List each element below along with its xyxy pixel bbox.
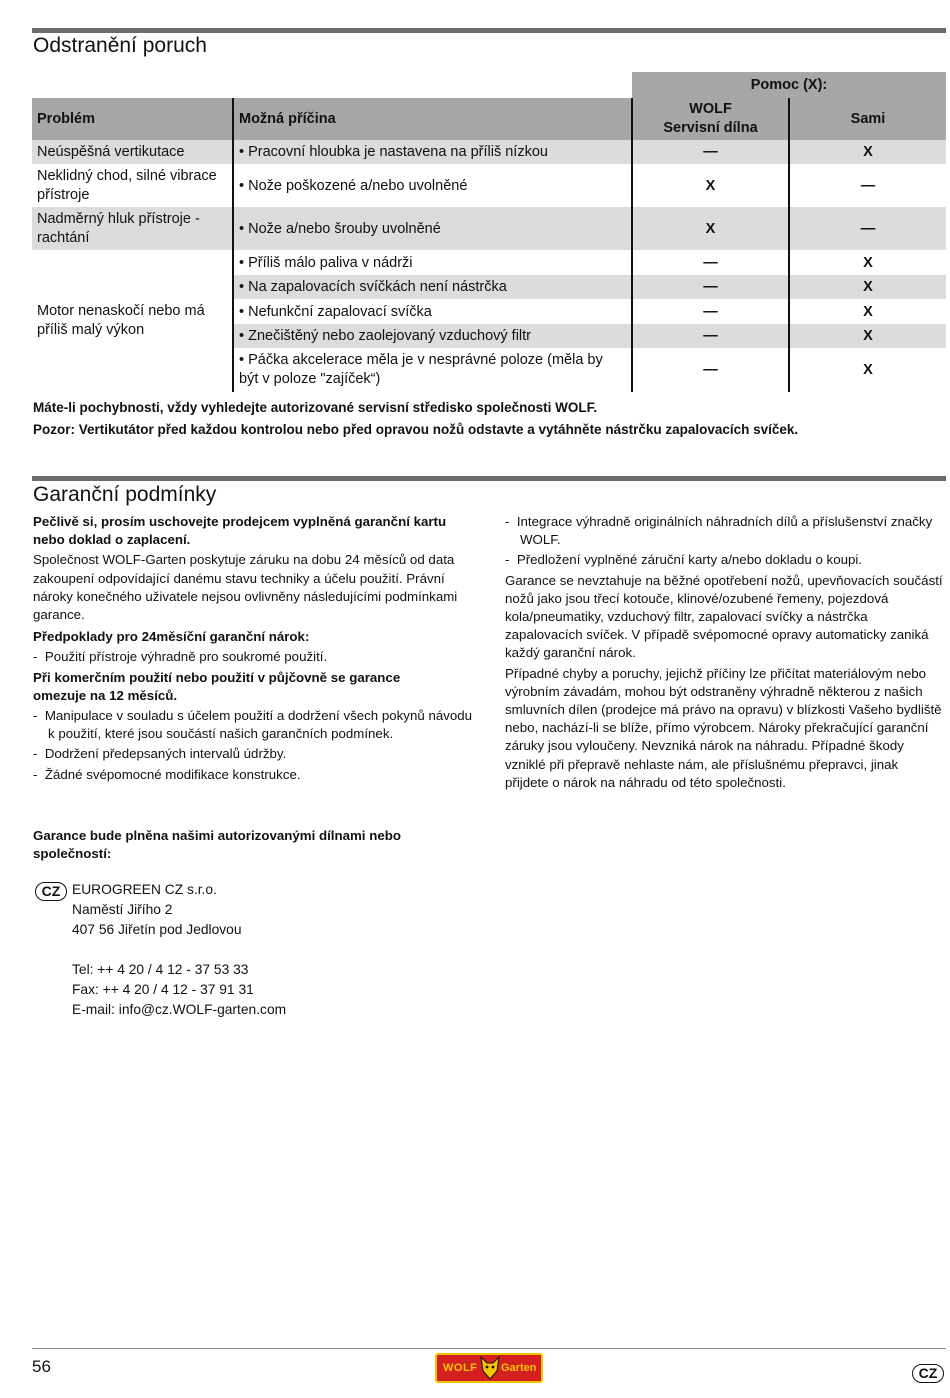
list-item: - Integrace výhradně originálních náhradních dílů a příslušenství značky WOLF. (505, 514, 933, 548)
wolf-cell: — (632, 324, 789, 348)
cause-cell: • Pracovní hloubka je nastavena na příliš nízkou (233, 140, 632, 164)
warranty-left-column (33, 513, 478, 786)
warranty-exclusions: Garance se nevztahuje na běžné opotřebení nožů, upevňovacích součástí nožů jako jsou třecí kotouče, klinové/ozubené řemeny, pojezdová kola/pneumatiky, vzduchový filtr, zapalovací svíčky a nástrčka zapalovacích svíček. V případě svépomocné opravy automaticky zaniká každý garanční nárok. (505, 572, 943, 661)
footer-country-badge: CZ (912, 1364, 944, 1383)
list-item-text: Dodržení předepsaných intervalů údržby. (44, 746, 287, 762)
problem-cell: Nadměrný hluk přístroje - rachtání (37, 210, 200, 246)
warranty-fulfilled: Garance bude plněna našimi autorizovanými dílnami nebo společností: (33, 828, 401, 862)
fax: Fax: ++ 4 20 / 4 12 - 37 91 31 (72, 982, 254, 997)
email: E-mail: info@cz.WOLF-garten.com (72, 1002, 287, 1017)
warranty-intro: Společnost WOLF-Garten poskytuje záruku na dobu 24 měsíců od data zakoupení odpovídající danému stavu techniky a účelu použití. Právní nároky konečného uživatele nejsou ovlivněny následujícími podmínkami garance. (33, 552, 458, 623)
list-item-text: Integrace výhradně originálních náhradních dílů a příslušenství značky WOLF. (516, 514, 933, 548)
cause-cell: • Nefunkční zapalovací svíčka (233, 299, 632, 324)
warranty-requirements-heading: Předpoklady pro 24měsíční garanční nárok: (33, 629, 310, 645)
table-header-row (32, 72, 946, 98)
note-doubt: Máte-li pochybnosti, vždy vyhledejte autorizované servisní středisko společnosti WOLF. (33, 400, 598, 415)
wolf-header-line1: WOLF (689, 101, 732, 117)
list-item: - Předložení vyplněné záruční karty a/nebo dokladu o koupi. (505, 552, 863, 568)
cause-cell: • Nože poškozené a/nebo uvolněné (233, 164, 632, 207)
cause-header: Možná příčina (233, 98, 632, 140)
country-badge: CZ (35, 882, 67, 901)
table-row (32, 250, 946, 275)
list-item: - Dodržení předepsaných intervalů údržby. (33, 746, 287, 762)
self-cell: — (789, 207, 946, 250)
warranty-title: Garanční podmínky (33, 483, 217, 506)
note-caution: Pozor: Vertikutátor před každou kontrolou nebo před opravou nožů odstavte a vytáhněte nástrčku zapalovacích svíček. (33, 422, 799, 437)
self-cell: X (789, 275, 946, 299)
troubleshooting-table (32, 72, 946, 392)
city: 407 56 Jiřetín pod Jedlovou (72, 922, 242, 937)
help-header: Pomoc (X): (632, 72, 946, 98)
list-item: - Použití přístroje výhradně pro soukromé použití. (33, 649, 328, 665)
cause-cell: • Znečištěný nebo zaolejovaný vzduchový filtr (233, 324, 632, 348)
section-rule-top (32, 28, 946, 33)
phone: Tel: ++ 4 20 / 4 12 - 37 53 33 (72, 962, 249, 977)
problem-cell: Neúspěšná vertikutace (37, 144, 185, 160)
table-row (32, 207, 946, 250)
cause-cell: • Páčka akcelerace měla je v nesprávné poloze (měla by být v poloze "zajíček“) (233, 348, 632, 392)
table-row (32, 140, 946, 164)
list-item-text: Manipulace v souladu s účelem použití a dodržení všech pokynů návodu k použití, které jsou součástí našich garančních podmínek. (44, 708, 473, 742)
warranty-intro-bold: Pečlivě si, prosím uschovejte prodejcem vyplněná garanční kartu nebo doklad o zaplacení. (33, 514, 447, 548)
wolf-cell: — (632, 140, 789, 164)
self-cell: X (789, 324, 946, 348)
logo-text-garten: Garten (501, 1362, 537, 1374)
self-cell: — (789, 164, 946, 207)
warranty-repairs: Případné chyby a poruchy, jejichž příčiny lze přičítat materiálovým nebo výrobním závadám, mohou být odstraněny výhradně některou z našich smluvních dílen (prodejce má právo na opravu) v blízkosti Vašeho bydliště nebo, nachází-li se blíže, přímo výrobcem. Nároky překračující garanční záruky jsou vyloučeny. Nevzniká nárok na náhradu. Případné škody vzniklé při přepravě nehlaste nám, ale příslušnému přepravci, jinak přijdete o nárok na náhradu od této společnosti. (505, 665, 942, 790)
cause-cell: • Na zapalovacích svíčkách není nástrčka (233, 275, 632, 299)
list-item-text: Předložení vyplněné záruční karty a/nebo dokladu o koupi. (516, 552, 863, 568)
wolf-header-line2: Servisní dílna (663, 120, 758, 136)
self-cell: X (789, 250, 946, 275)
wolf-cell: — (632, 299, 789, 324)
section-rule-warranty (32, 476, 946, 481)
list-item: - Žádné svépomocné modifikace konstrukce. (33, 766, 301, 782)
page-number: 56 (32, 1357, 51, 1376)
wolf-cell: — (632, 250, 789, 275)
problem-header: Problém (32, 98, 233, 140)
cause-cell: • Nože a/nebo šrouby uvolněné (233, 207, 632, 250)
problem-cell-engine: Motor nenaskočí nebo má příliš malý výkon (32, 250, 233, 392)
problem-cell: Neklidný chod, silné vibrace přístroje (37, 167, 217, 203)
cause-cell: • Příliš málo paliva v nádrži (233, 250, 632, 275)
self-cell: X (789, 140, 946, 164)
wolf-cell: X (632, 164, 789, 207)
fox-head-icon (479, 1349, 501, 1381)
wolf-garten-logo (435, 1353, 543, 1383)
troubleshooting-title: Odstranění poruch (33, 34, 207, 57)
wolf-cell: — (632, 275, 789, 299)
wolf-service-header (632, 98, 789, 140)
list-item-text: Použití přístroje výhradně pro soukromé použití. (44, 649, 328, 665)
self-cell: X (789, 348, 946, 392)
self-header: Sami (789, 98, 946, 140)
address-block (72, 880, 286, 1020)
self-cell: X (789, 299, 946, 324)
wolf-cell: X (632, 207, 789, 250)
warranty-right-column (505, 513, 945, 794)
list-item: - Manipulace v souladu s účelem použití a dodržení všech pokynů návodu k použití, které jsou součástí našich garančních podmínek. (33, 708, 473, 742)
table-row (32, 164, 946, 207)
logo-text-wolf: WOLF (443, 1362, 478, 1374)
wolf-cell: — (632, 348, 789, 392)
warranty-commercial: Při komerčním použití nebo použití v půjčovně se garance omezuje na 12 měsíců. (33, 669, 401, 703)
street: Naměstí Jiřího 2 (72, 902, 173, 917)
company-name: EUROGREEN CZ s.r.o. (72, 882, 217, 897)
table-header-row (32, 98, 946, 140)
list-item-text: Žádné svépomocné modifikace konstrukce. (44, 766, 301, 782)
